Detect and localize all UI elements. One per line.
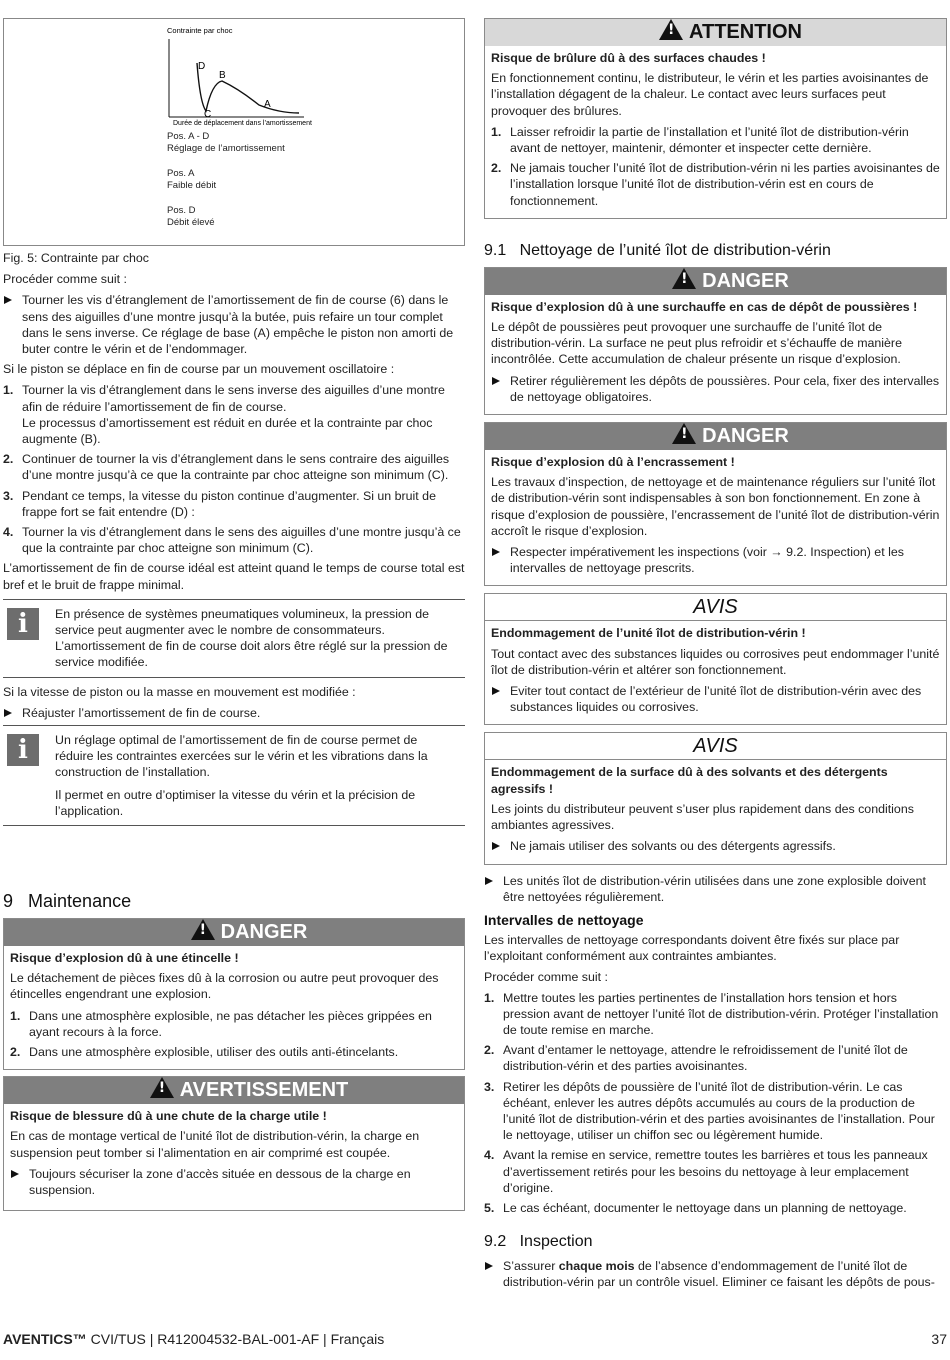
- warning-icon: [191, 919, 215, 940]
- list-item: 4. Avant la remise en service, remettre toutes les barrières et tous les panneaux d’avertissement retirés pour les besoins du nettoyage à leur emplacement d’origine.: [484, 1148, 928, 1195]
- legend-desc: Débit élevé: [167, 217, 215, 228]
- box-title: Risque de blessure dû à une chute de la charge utile !: [10, 1109, 327, 1124]
- list-item: Tourner les vis d’étranglement de l’amortissement de fin de course (6) dans le sens des aiguilles d’une montre jusqu’à la butée, puis refaire un tour complet dans le sens inverse. Ce réglage de base (A) empêche le piston non amorti de buter contre le vérin et de l’endommager.: [3, 292, 465, 357]
- danger-header: !DANGER: [485, 268, 946, 295]
- info-text: Il permet en outre d’optimiser la vitesse du vérin et la précision de l’application.: [55, 787, 416, 818]
- box-title: Risque de brûlure dû à des surfaces chaudes !: [491, 51, 766, 65]
- point-d: D: [198, 61, 206, 72]
- list-item: 2. Dans une atmosphère explosible, utiliser des outils anti-étincelants.: [10, 1045, 399, 1060]
- info-box: [3, 599, 465, 678]
- section-9: [3, 890, 465, 1211]
- legend-pos: Pos. A - D: [167, 131, 210, 142]
- danger-box: [3, 918, 465, 1070]
- list-item: 2. Continuer de tourner la vis d’étranglement dans le sens contraire des aiguilles d’une montre jusqu’à ce que la contrainte par choc atteigne son minimum (C).: [3, 452, 450, 483]
- figure-legend: [167, 131, 285, 229]
- x-axis-label: Durée de déplacement dans l’amortissement: [173, 120, 312, 127]
- warning-icon: [150, 1077, 174, 1098]
- list-item: Ne jamais utiliser des solvants ou des détergents agressifs.: [491, 838, 940, 854]
- box-title: Risque d’explosion dû à une étincelle !: [10, 951, 239, 965]
- doc-ref: CVI/TUS | R412004532-BAL-001-AF | Français: [86, 1331, 385, 1347]
- section-heading: 9.1 Nettoyage de l’unité îlot de distribution-vérin: [484, 241, 831, 259]
- box-title: Risque d’explosion dû à une surchauffe en cas de dépôt de poussières !: [491, 299, 918, 314]
- list-item: Retirer régulièrement les dépôts de poussières. Pour cela, fixer des intervalles de nettoyage obligatoires.: [491, 373, 940, 405]
- list-item: 3. Retirer les dépôts de poussière de l’unité îlot de distribution-vérin. Le cas échéant, enlever les autres dépôts accumulés au cours de la production de l’unité îlot de distribution-vérin et des parties avoisinantes de l’installation. Pour le nettoyage, utiliser un chiffon sec ou légèrement humide.: [484, 1079, 935, 1143]
- list-item: 5. Le cas échéant, documenter le nettoyage dans un planning de nettoyage.: [484, 1200, 907, 1215]
- figure-frame: [3, 18, 465, 246]
- legend-pos: Pos. D: [167, 205, 196, 216]
- box-body: Les travaux d’inspection, de nettoyage et de maintenance réguliers sur l’unité îlot de distribution-vérin sont indispensables à son bon fonctionnement. En zone à risque d’explosion de poussière, l’encrassement de l’unité îlot de distribution-vérin accroît le risque d’explosion.: [491, 475, 940, 538]
- list-item: Les unités îlot de distribution-vérin utilisées dans une zone explosible doivent être nettoyées régulièrement.: [484, 873, 947, 905]
- danger-header: !DANGER: [485, 423, 946, 450]
- legend-desc: Réglage de l’amortissement: [167, 143, 285, 154]
- list-item: Toujours sécuriser la zone d’accès située en dessous de la charge en suspension.: [10, 1166, 458, 1198]
- shock-stress-curve: [164, 23, 464, 133]
- section-heading: 9.2 Inspection: [484, 1233, 593, 1251]
- legend-desc: Faible débit: [167, 180, 217, 191]
- list-item: 1. Tourner la vis d’étranglement dans le sens inverse des aiguilles d’une montre afin de réduire l’amortissement de fin de course. Le processus d’amortissement est réduit en durée et la contrainte par choc augmente (B).: [3, 383, 445, 447]
- intervals-text: Les intervalles de nettoyage correspondants doivent être fixés sur place par l’exploitant conformément aux contraintes ambiantes.: [484, 932, 900, 964]
- page-footer: [3, 1330, 947, 1348]
- box-body: Le détachement de pièces fixes dû à la corrosion ou autre peut provoquer des étincelles engendrant une explosion.: [10, 971, 439, 1002]
- warning-icon: [672, 423, 696, 444]
- page-number: 37: [931, 1331, 947, 1347]
- notice-header: AVIS: [485, 733, 946, 760]
- danger-box: [484, 267, 947, 415]
- box-body: Le dépôt de poussières peut provoquer une surchauffe de l’unité îlot de distribution-vérin. La surface ne peut plus refroidir et s’échauffe de manière incontrôlée. Cette accumulation de chaleur présente un risque d’explosion.: [491, 320, 902, 367]
- speed-intro: Si la vitesse de piston ou la masse en mouvement est modifiée :: [3, 684, 356, 699]
- notice-header: AVIS: [485, 594, 946, 621]
- list-item: 2. Avant d’entamer le nettoyage, attendre le refroidissement de l’unité îlot de distribution-vérin et des parties avoisinantes.: [484, 1043, 908, 1074]
- list-item: Réajuster l’amortissement de fin de course.: [3, 705, 465, 721]
- box-title: Endommagement de la surface dû à des solvants et des détergents agressifs !: [491, 765, 888, 796]
- danger-box: [484, 422, 947, 586]
- intro-text: Procéder comme suit :: [3, 272, 127, 287]
- box-body: Les joints du distributeur peuvent s’user plus rapidement dans des conditions ambiantes agressives.: [491, 801, 914, 833]
- warning-icon: [672, 268, 696, 289]
- list-item: 1. Laisser refroidir la partie de l’installation et l’unité îlot de distribution-vérin avant de nettoyer, maintenir, démonter et inspecter cette dernière.: [491, 124, 909, 156]
- attention-header: !ATTENTION: [485, 19, 946, 46]
- section-heading: 9 Maintenance: [3, 891, 132, 911]
- proc-text: Procéder comme suit :: [484, 970, 608, 985]
- box-body: En fonctionnement continu, le distributeur, le vérin et les parties avoisinantes de l’installation dégagent de la chaleur. Le contact avec leurs surfaces peut provoquer des brûlures.: [491, 71, 929, 118]
- list-item: S’assurer chaque mois de l’absence d’endommagement de l’unité îlot de distribution-vérin par un contrôle visuel. Eliminer ce faisant les dépôts de pous-: [484, 1258, 947, 1290]
- ideal-text: L’amortissement de fin de course idéal est atteint quand le temps de course total est bref et le bruit de frappe minimal.: [3, 561, 465, 592]
- info-icon: i: [7, 608, 39, 640]
- info-text: En présence de systèmes pneumatiques volumineux, la pression de service peut augmenter avec le nombre de consommateurs. L’amortissement de fin de course doit alors être réglé sur la pression de service modifiée.: [55, 606, 448, 670]
- info-text: Un réglage optimal de l’amortissement de fin de course permet de réduire les contraintes exercées sur le vérin et les vibrations dans la construction de l’installation.: [55, 733, 428, 780]
- left-column: [3, 250, 465, 826]
- list-item: Eviter tout contact de l’extérieur de l’unité îlot de distribution-vérin avec des substances liquides ou corrosives.: [491, 683, 940, 715]
- danger-header: !DANGER: [4, 919, 464, 946]
- right-column: [484, 18, 947, 1295]
- list-item: 1. Mettre toutes les parties pertinentes de l’installation hors tension et hors pression avant de nettoyer l’unité îlot de distribution-vérin. Protéger l’installation de toute remise en marche.: [484, 990, 939, 1037]
- list-item: 2. Ne jamais toucher l’unité îlot de distribution-vérin ni les parties avoisinantes de l’installation lorsque l’unité îlot de distribution-vérin est en cours de fonctionnement.: [491, 161, 940, 208]
- list-item: 3. Pendant ce temps, la vitesse du piston continue d’augmenter. Si un bruit de frappe fort se fait entendre (D) :: [3, 488, 436, 519]
- notice-box: [484, 593, 947, 725]
- notice-box: [484, 732, 947, 864]
- info-box: [3, 725, 465, 826]
- list-item: 1. Dans une atmosphère explosible, ne pas détacher les pièces grippées en ayant recours à la force.: [10, 1008, 432, 1039]
- point-b: B: [219, 70, 226, 81]
- point-a: A: [264, 99, 271, 110]
- point-c: C: [204, 109, 212, 120]
- brand-name: AVENTICS™: [3, 1331, 87, 1347]
- attention-box: [484, 18, 947, 219]
- osc-intro: Si le piston se déplace en fin de course par un mouvement oscillatoire :: [3, 362, 395, 377]
- legend-pos: Pos. A: [167, 168, 195, 179]
- warning-header: !AVERTISSEMENT: [4, 1077, 464, 1104]
- list-item: 4. Tourner la vis d’étranglement dans le sens des aiguilles d’une montre jusqu’à ce que la contrainte par choc atteigne son minimum (C).: [3, 525, 461, 556]
- subheading: Intervalles de nettoyage: [484, 911, 644, 928]
- y-axis-label: Contrainte par choc: [167, 26, 233, 35]
- warning-box: [3, 1076, 465, 1211]
- box-body: En cas de montage vertical de l’unité îlot de distribution-vérin, la charge en suspension peut tomber si l’alimentation en air comprimé est coupée.: [10, 1129, 420, 1160]
- box-title: Endommagement de l’unité îlot de distribution-vérin !: [491, 626, 806, 641]
- box-body: Tout contact avec des substances liquides ou corrosives peut endommager l’unité îlot de distribution-vérin et altérer son fonctionnement.: [491, 646, 940, 677]
- figure-caption: Fig. 5: Contrainte par choc: [3, 251, 150, 265]
- warning-icon: [659, 19, 683, 40]
- list-item: Respecter impérativement les inspections (voir → 9.2. Inspection) et les intervalles de nettoyage prescrits.: [491, 544, 940, 576]
- info-icon: i: [7, 734, 39, 766]
- box-title: Risque d’explosion dû à l’encrassement !: [491, 455, 735, 470]
